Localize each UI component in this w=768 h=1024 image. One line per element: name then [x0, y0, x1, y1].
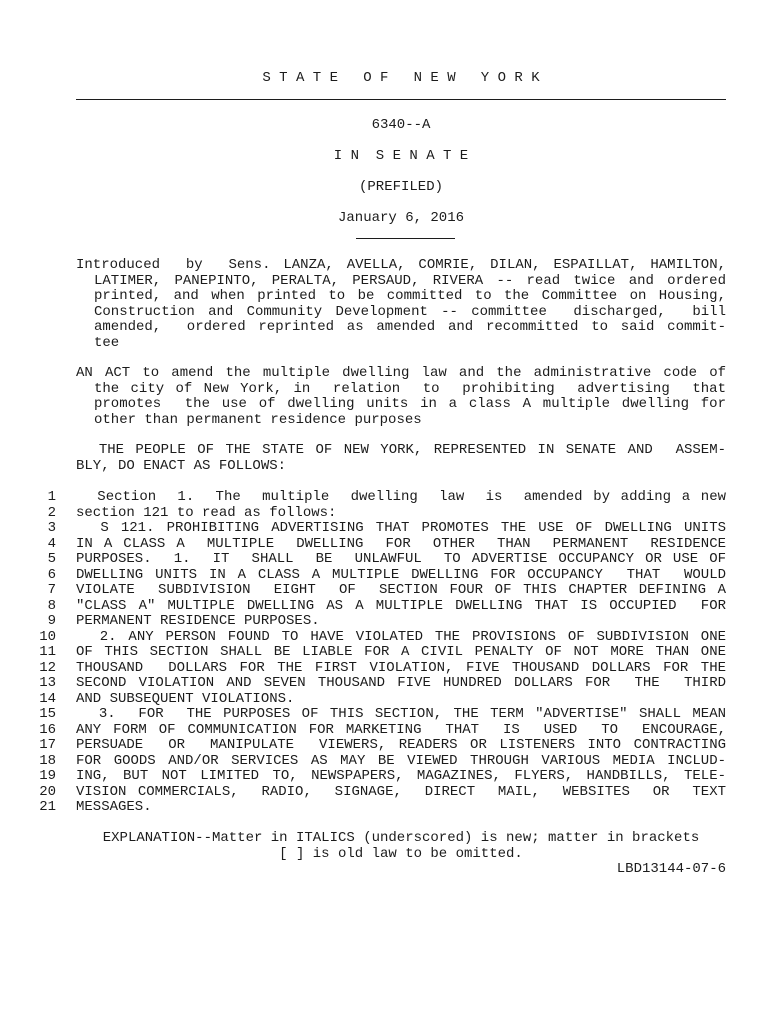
line-number: 15 — [39, 706, 56, 722]
line-number: 4 — [47, 535, 56, 552]
body-line: PURPOSES. 1. IT SHALL BE UNLAWFUL TO ADVERTISE OCCUPANCY OR USE OF — [76, 551, 726, 567]
body-line: THOUSAND DOLLARS FOR THE FIRST VIOLATION, FIVE THOUSAND DOLLARS FOR THE — [76, 659, 726, 676]
introduction-line: Construction and Community Development -- committee discharged, bill — [94, 303, 726, 320]
introduction-line: LATIMER, PANEPINTO, PERALTA, PERSAUD, RIVERA -- read twice and ordered — [94, 272, 726, 289]
body-line: IN A CLASS A MULTIPLE DWELLING FOR OTHER THAN PERMANENT RESIDENCE — [76, 535, 726, 552]
body-line: SECOND VIOLATION AND SEVEN THOUSAND FIVE HUNDRED DOLLARS FOR THE THIRD — [76, 675, 726, 691]
line-number: 17 — [39, 737, 56, 753]
body-line: S 121. PROHIBITING ADVERTISING THAT PROMOTES THE USE OF DWELLING UNITS — [76, 520, 726, 536]
header-rule — [76, 99, 726, 100]
line-number: 19 — [39, 768, 56, 784]
act-title-line: the city of New York, in relation to prohibiting advertising that — [94, 380, 726, 397]
act-title-line: AN ACT to amend the multiple dwelling law and the administrative code of — [76, 365, 726, 381]
enacting-clause-line: THE PEOPLE OF THE STATE OF NEW YORK, REPRESENTED IN SENATE AND ASSEM- — [76, 442, 726, 458]
body-line: 2. ANY PERSON FOUND TO HAVE VIOLATED THE PROVISIONS OF SUBDIVISION ONE — [76, 628, 726, 645]
act-title-line: other than permanent residence purposes — [94, 411, 422, 428]
body-line: PERMANENT RESIDENCE PURPOSES. — [76, 613, 320, 629]
body-line: VISION COMMERCIALS, RADIO, SIGNAGE, DIRECT MAIL, WEBSITES OR TEXT — [76, 783, 726, 800]
explanation-line-1: EXPLANATION--Matter in ITALICS (underscored) is new; matter in brackets — [102, 830, 700, 846]
document-code: LBD13144-07-6 — [616, 861, 726, 877]
body-line: MESSAGES. — [76, 799, 152, 815]
line-number: 16 — [39, 721, 56, 738]
introduction-line: tee — [94, 334, 120, 351]
line-number: 9 — [47, 613, 56, 629]
explanation-line-2: [ ] is old law to be omitted. — [279, 846, 523, 862]
line-number: 21 — [39, 799, 56, 815]
body-line: DWELLING UNITS IN A CLASS A MULTIPLE DWELLING FOR OCCUPANCY THAT WOULD — [76, 566, 726, 583]
line-number: 12 — [39, 659, 56, 676]
body-line: ANY FORM OF COMMUNICATION FOR MARKETING THAT IS USED TO ENCOURAGE, — [76, 721, 726, 738]
line-number: 5 — [47, 551, 56, 567]
state-title: S T A T E O F N E W Y O R K — [262, 70, 540, 86]
line-number: 3 — [47, 520, 56, 536]
date-rule — [356, 238, 455, 239]
line-number: 2 — [47, 504, 56, 521]
line-number: 11 — [39, 644, 56, 660]
line-number: 14 — [39, 690, 56, 707]
body-line: ING, BUT NOT LIMITED TO, NEWSPAPERS, MAGAZINES, FLYERS, HANDBILLS, TELE- — [76, 768, 726, 784]
body-line: OF THIS SECTION SHALL BE LIABLE FOR A CIVIL PENALTY OF NOT MORE THAN ONE — [76, 644, 726, 660]
body-line: Section 1. The multiple dwelling law is amended by adding a new — [76, 489, 726, 505]
body-line: AND SUBSEQUENT VIOLATIONS. — [76, 690, 295, 707]
body-line: VIOLATE SUBDIVISION EIGHT OF SECTION FOUR OF THIS CHAPTER DEFINING A — [76, 582, 726, 598]
body-line: "CLASS A" MULTIPLE DWELLING AS A MULTIPLE DWELLING THAT IS OCCUPIED FOR — [76, 597, 726, 614]
line-number: 1 — [47, 489, 56, 505]
introduction-line: printed, and when printed to be committed to the Committee on Housing, — [94, 288, 726, 304]
body-line: FOR GOODS AND/OR SERVICES AS MAY BE VIEWED THROUGH VARIOUS MEDIA INCLUD- — [76, 752, 726, 769]
act-title-line: promotes the use of dwelling units in a class A multiple dwelling for — [94, 396, 726, 412]
line-number: 7 — [47, 582, 56, 598]
line-number: 13 — [39, 675, 56, 691]
body-line: section 121 to read as follows: — [76, 504, 337, 521]
bill-number: 6340--A — [371, 117, 431, 133]
chamber: I N S E N A T E — [333, 148, 469, 164]
introduction-line: Introduced by Sens. LANZA, AVELLA, COMRIE, DILAN, ESPAILLAT, HAMILTON, — [76, 257, 726, 273]
body-line: 3. FOR THE PURPOSES OF THIS SECTION, THE TERM "ADVERTISE" SHALL MEAN — [76, 706, 726, 722]
line-number: 18 — [39, 752, 56, 769]
introduction-line: amended, ordered reprinted as amended and recommitted to said commit- — [94, 319, 726, 335]
line-number: 6 — [47, 566, 56, 583]
line-number: 8 — [47, 597, 56, 614]
prefiled-status: (PREFILED) — [358, 179, 443, 195]
bill-date: January 6, 2016 — [337, 210, 465, 226]
body-line: PERSUADE OR MANIPULATE VIEWERS, READERS OR LISTENERS INTO CONTRACTING — [76, 737, 726, 753]
line-number: 10 — [39, 628, 56, 645]
enacting-clause-line: BLY, DO ENACT AS FOLLOWS: — [76, 457, 287, 474]
line-number: 20 — [39, 783, 56, 800]
